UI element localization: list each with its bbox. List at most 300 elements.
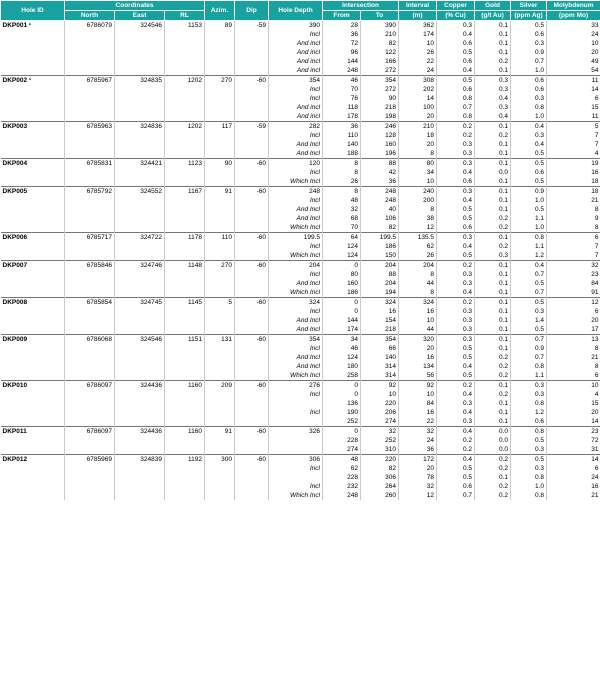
cell-copper: 0.2 <box>437 131 475 140</box>
cell-to: 264 <box>361 482 399 491</box>
cell-hole-id <box>1 316 65 325</box>
cell-rl <box>165 482 205 491</box>
cell-north: 6786079 <box>65 21 115 31</box>
cell-hole-id <box>1 85 65 94</box>
cell-east <box>115 94 165 103</box>
cell-rl: 1123 <box>165 159 205 169</box>
cell-hole-depth: And Incl <box>269 325 323 335</box>
cell-dip <box>235 344 269 353</box>
cell-rl <box>165 408 205 417</box>
cell-from: 76 <box>323 94 361 103</box>
cell-north <box>65 251 115 261</box>
table-row <box>1 223 600 233</box>
table-row <box>1 140 600 149</box>
cell-rl <box>165 399 205 408</box>
cell-north <box>65 103 115 112</box>
cell-rl <box>165 464 205 473</box>
cell-interval: 20 <box>399 140 437 149</box>
cell-molybdenum: 54 <box>547 66 600 76</box>
cell-copper: 0.3 <box>437 307 475 316</box>
cell-azim <box>205 140 235 149</box>
cell-molybdenum: 16 <box>547 168 600 177</box>
cell-to: 140 <box>361 353 399 362</box>
cell-hole-id <box>1 270 65 279</box>
cell-copper: 0.5 <box>437 48 475 57</box>
cell-silver: 1.1 <box>511 371 547 381</box>
cell-gold: 0.1 <box>475 381 511 391</box>
cell-azim <box>205 473 235 482</box>
cell-hole-depth: And Incl <box>269 140 323 149</box>
cell-azim <box>205 149 235 159</box>
cell-east <box>115 177 165 187</box>
cell-interval: 18 <box>399 131 437 140</box>
cell-hole-id: DKP012 <box>1 455 65 465</box>
cell-north <box>65 177 115 187</box>
cell-gold: 0.2 <box>475 57 511 66</box>
cell-east: 324746 <box>115 261 165 271</box>
cell-north <box>65 94 115 103</box>
cell-east <box>115 482 165 491</box>
cell-north: 6785969 <box>65 455 115 465</box>
cell-molybdenum: 6 <box>547 371 600 381</box>
cell-interval: 324 <box>399 298 437 308</box>
cell-from: 28 <box>323 21 361 31</box>
cell-silver: 0.8 <box>511 427 547 437</box>
cell-interval: 92 <box>399 381 437 391</box>
cell-north: 6785831 <box>65 159 115 169</box>
cell-gold: 0.1 <box>475 344 511 353</box>
cell-east <box>115 344 165 353</box>
cell-molybdenum: 20 <box>547 408 600 417</box>
cell-interval: 26 <box>399 48 437 57</box>
cell-gold: 0.1 <box>475 39 511 48</box>
cell-silver: 0.6 <box>511 85 547 94</box>
cell-dip <box>235 140 269 149</box>
cell-east <box>115 66 165 76</box>
cell-from: 274 <box>323 445 361 455</box>
cell-north <box>65 417 115 427</box>
cell-dip: -60 <box>235 233 269 243</box>
cell-silver: 0.4 <box>511 140 547 149</box>
cell-north: 6785963 <box>65 122 115 132</box>
cell-from: 8 <box>323 159 361 169</box>
cell-from: 136 <box>323 399 361 408</box>
cell-molybdenum: 24 <box>547 30 600 39</box>
table-row <box>1 103 600 112</box>
cell-gold: 0.1 <box>475 325 511 335</box>
cell-copper: 0.3 <box>437 417 475 427</box>
cell-molybdenum: 8 <box>547 223 600 233</box>
cell-to: 274 <box>361 417 399 427</box>
cell-gold: 0.1 <box>475 279 511 288</box>
cell-molybdenum: 7 <box>547 131 600 140</box>
cell-from: 36 <box>323 122 361 132</box>
cell-from: 228 <box>323 473 361 482</box>
cell-hole-id <box>1 399 65 408</box>
cell-rl: 1202 <box>165 76 205 86</box>
cell-silver: 1.0 <box>511 223 547 233</box>
cell-copper: 0.4 <box>437 362 475 371</box>
cell-east <box>115 214 165 223</box>
cell-rl <box>165 48 205 57</box>
cell-rl <box>165 445 205 455</box>
cell-dip: -60 <box>235 381 269 391</box>
cell-to: 272 <box>361 85 399 94</box>
cell-copper: 0.4 <box>437 288 475 298</box>
cell-hole-depth: And Incl <box>269 214 323 223</box>
cell-rl: 1151 <box>165 335 205 345</box>
cell-north <box>65 362 115 371</box>
cell-gold: 0.2 <box>475 371 511 381</box>
cell-dip <box>235 168 269 177</box>
cell-hole-id: DKP004 <box>1 159 65 169</box>
cell-east: 324421 <box>115 159 165 169</box>
cell-hole-depth: And Incl <box>269 149 323 159</box>
cell-to: 82 <box>361 39 399 48</box>
cell-east <box>115 473 165 482</box>
cell-dip <box>235 39 269 48</box>
cell-gold: 0.1 <box>475 196 511 205</box>
cell-azim: 5 <box>205 298 235 308</box>
cell-copper: 0.5 <box>437 464 475 473</box>
cell-interval: 100 <box>399 103 437 112</box>
cell-interval: 174 <box>399 30 437 39</box>
cell-hole-id <box>1 362 65 371</box>
cell-from: 174 <box>323 325 361 335</box>
cell-from: 62 <box>323 464 361 473</box>
cell-rl <box>165 112 205 122</box>
cell-interval: 12 <box>399 223 437 233</box>
cell-silver: 0.3 <box>511 39 547 48</box>
cell-east <box>115 48 165 57</box>
cell-rl <box>165 270 205 279</box>
cell-molybdenum: 4 <box>547 390 600 399</box>
cell-molybdenum: 20 <box>547 48 600 57</box>
cell-to: 260 <box>361 491 399 500</box>
cell-gold: 0.1 <box>475 30 511 39</box>
cell-gold: 0.1 <box>475 417 511 427</box>
cell-north <box>65 205 115 214</box>
cell-dip: -59 <box>235 122 269 132</box>
cell-molybdenum: 10 <box>547 381 600 391</box>
cell-north <box>65 48 115 57</box>
cell-gold: 0.1 <box>475 261 511 271</box>
table-row <box>1 196 600 205</box>
cell-interval: 32 <box>399 482 437 491</box>
cell-hole-id: DKP002 ¹ <box>1 76 65 86</box>
cell-from: 248 <box>323 66 361 76</box>
table-row <box>1 94 600 103</box>
cell-gold: 0.1 <box>475 270 511 279</box>
cell-hole-id <box>1 48 65 57</box>
cell-to: 166 <box>361 57 399 66</box>
cell-hole-depth: Incl <box>269 131 323 140</box>
cell-hole-id <box>1 473 65 482</box>
cell-rl <box>165 371 205 381</box>
cell-molybdenum: 5 <box>547 122 600 132</box>
cell-hole-id <box>1 177 65 187</box>
cell-dip <box>235 362 269 371</box>
cell-dip <box>235 57 269 66</box>
cell-rl: 1202 <box>165 122 205 132</box>
cell-from: 68 <box>323 214 361 223</box>
header-copper: Copper <box>437 1 475 11</box>
cell-azim <box>205 131 235 140</box>
cell-east <box>115 242 165 251</box>
cell-from: 124 <box>323 242 361 251</box>
cell-north <box>65 196 115 205</box>
cell-east <box>115 251 165 261</box>
cell-azim <box>205 103 235 112</box>
cell-interval: 10 <box>399 316 437 325</box>
table-row <box>1 168 600 177</box>
cell-copper: 0.7 <box>437 103 475 112</box>
cell-hole-depth: And incl <box>269 112 323 122</box>
cell-east: 324745 <box>115 298 165 308</box>
cell-to: 186 <box>361 242 399 251</box>
cell-gold: 0.1 <box>475 307 511 316</box>
cell-gold: 0.1 <box>475 149 511 159</box>
cell-azim: 89 <box>205 21 235 31</box>
cell-hole-id <box>1 94 65 103</box>
cell-copper: 0.3 <box>437 399 475 408</box>
cell-molybdenum: 31 <box>547 445 600 455</box>
cell-to: 106 <box>361 214 399 223</box>
cell-dip <box>235 85 269 94</box>
cell-rl <box>165 168 205 177</box>
table-row <box>1 251 600 261</box>
cell-hole-id: DKP006 <box>1 233 65 243</box>
cell-hole-depth: And Incl <box>269 205 323 214</box>
cell-gold: 0.1 <box>475 205 511 214</box>
cell-azim <box>205 482 235 491</box>
cell-to: 82 <box>361 223 399 233</box>
cell-hole-depth: 306 <box>269 455 323 465</box>
header-hole-depth: Hole Depth <box>269 1 323 21</box>
cell-from: 72 <box>323 39 361 48</box>
cell-north <box>65 112 115 122</box>
cell-hole-depth: Incl <box>269 344 323 353</box>
cell-gold: 0.0 <box>475 445 511 455</box>
table-row <box>1 112 600 122</box>
cell-copper: 0.3 <box>437 335 475 345</box>
cell-silver: 0.5 <box>511 455 547 465</box>
cell-gold: 0.2 <box>475 491 511 500</box>
cell-rl <box>165 149 205 159</box>
cell-rl <box>165 57 205 66</box>
cell-gold: 0.3 <box>475 85 511 94</box>
cell-dip <box>235 445 269 455</box>
cell-from: 8 <box>323 168 361 177</box>
cell-interval: 32 <box>399 427 437 437</box>
cell-azim: 300 <box>205 455 235 465</box>
cell-dip <box>235 251 269 261</box>
cell-copper: 0.3 <box>437 316 475 325</box>
cell-east: 324722 <box>115 233 165 243</box>
cell-hole-id: DKP001 ¹ <box>1 21 65 31</box>
cell-gold: 0.1 <box>475 298 511 308</box>
cell-silver: 0.7 <box>511 335 547 345</box>
cell-interval: 20 <box>399 464 437 473</box>
cell-silver: 0.9 <box>511 187 547 197</box>
cell-azim <box>205 288 235 298</box>
cell-east: 324546 <box>115 21 165 31</box>
cell-north <box>65 473 115 482</box>
cell-hole-depth: Incl <box>269 482 323 491</box>
cell-rl <box>165 362 205 371</box>
cell-north: 6785717 <box>65 233 115 243</box>
cell-hole-depth: Which Incl <box>269 288 323 298</box>
cell-azim: 131 <box>205 335 235 345</box>
cell-east <box>115 140 165 149</box>
cell-azim <box>205 57 235 66</box>
cell-gold: 0.1 <box>475 399 511 408</box>
cell-gold: 0.2 <box>475 464 511 473</box>
cell-rl <box>165 251 205 261</box>
cell-hole-depth <box>269 417 323 427</box>
cell-interval: 8 <box>399 270 437 279</box>
cell-rl <box>165 30 205 39</box>
header-copper-unit: (% Cu) <box>437 11 475 21</box>
cell-hole-depth: Incl <box>269 85 323 94</box>
cell-molybdenum: 7 <box>547 140 600 149</box>
cell-hole-id <box>1 168 65 177</box>
cell-from: 0 <box>323 381 361 391</box>
cell-to: 314 <box>361 371 399 381</box>
cell-to: 220 <box>361 455 399 465</box>
cell-hole-id <box>1 491 65 500</box>
table-row <box>1 30 600 39</box>
cell-hole-id <box>1 66 65 76</box>
cell-dip <box>235 94 269 103</box>
cell-hole-depth: Incl <box>269 270 323 279</box>
table-row <box>1 353 600 362</box>
cell-dip <box>235 66 269 76</box>
cell-hole-depth: Which Incl <box>269 177 323 187</box>
cell-to: 154 <box>361 316 399 325</box>
cell-copper: 0.3 <box>437 149 475 159</box>
cell-azim <box>205 390 235 399</box>
cell-dip: -60 <box>235 187 269 197</box>
cell-copper: 0.5 <box>437 214 475 223</box>
header-intersection: Intersection <box>323 1 399 11</box>
table-row <box>1 66 600 76</box>
table-row <box>1 122 600 132</box>
cell-molybdenum: 10 <box>547 39 600 48</box>
cell-to: 82 <box>361 464 399 473</box>
cell-interval: 10 <box>399 39 437 48</box>
cell-copper: 0.4 <box>437 242 475 251</box>
cell-east <box>115 491 165 500</box>
cell-dip: -60 <box>235 159 269 169</box>
cell-silver: 1.2 <box>511 408 547 417</box>
cell-silver: 1.1 <box>511 214 547 223</box>
cell-molybdenum: 84 <box>547 279 600 288</box>
cell-east <box>115 279 165 288</box>
cell-from: 140 <box>323 140 361 149</box>
cell-interval: 80 <box>399 159 437 169</box>
cell-silver: 0.5 <box>511 279 547 288</box>
cell-silver: 0.4 <box>511 261 547 271</box>
cell-azim <box>205 279 235 288</box>
cell-interval: 20 <box>399 344 437 353</box>
cell-rl <box>165 491 205 500</box>
cell-dip <box>235 103 269 112</box>
cell-to: 196 <box>361 149 399 159</box>
cell-copper: 0.5 <box>437 251 475 261</box>
cell-interval: 84 <box>399 399 437 408</box>
table-row <box>1 233 600 243</box>
cell-azim <box>205 353 235 362</box>
cell-molybdenum: 23 <box>547 427 600 437</box>
cell-gold: 0.1 <box>475 187 511 197</box>
cell-molybdenum: 6 <box>547 94 600 103</box>
cell-east: 324835 <box>115 76 165 86</box>
cell-molybdenum: 9 <box>547 214 600 223</box>
cell-hole-depth <box>269 445 323 455</box>
cell-north <box>65 168 115 177</box>
cell-north <box>65 316 115 325</box>
cell-to: 88 <box>361 159 399 169</box>
cell-east <box>115 408 165 417</box>
cell-hole-depth: And incl <box>269 39 323 48</box>
header-interval-unit: (m) <box>399 11 437 21</box>
cell-from: 48 <box>323 455 361 465</box>
cell-interval: 16 <box>399 408 437 417</box>
cell-azim <box>205 66 235 76</box>
cell-to: 204 <box>361 261 399 271</box>
cell-copper: 0.6 <box>437 57 475 66</box>
cell-to: 198 <box>361 112 399 122</box>
cell-north <box>65 491 115 500</box>
cell-silver: 0.3 <box>511 445 547 455</box>
cell-molybdenum: 72 <box>547 436 600 445</box>
cell-gold: 0.3 <box>475 76 511 86</box>
cell-molybdenum: 21 <box>547 196 600 205</box>
cell-dip <box>235 112 269 122</box>
cell-silver: 0.5 <box>511 436 547 445</box>
cell-interval: 62 <box>399 242 437 251</box>
header-north: North <box>65 11 115 21</box>
table-row <box>1 417 600 427</box>
cell-silver: 1.0 <box>511 66 547 76</box>
cell-rl: 1160 <box>165 427 205 437</box>
cell-hole-id <box>1 196 65 205</box>
cell-north <box>65 242 115 251</box>
table-row <box>1 159 600 169</box>
cell-dip <box>235 325 269 335</box>
cell-gold: 0.1 <box>475 122 511 132</box>
cell-gold: 0.0 <box>475 168 511 177</box>
cell-to: 310 <box>361 445 399 455</box>
table-row <box>1 85 600 94</box>
cell-azim <box>205 196 235 205</box>
table-row <box>1 21 600 31</box>
cell-from: 0 <box>323 261 361 271</box>
cell-hole-depth: 120 <box>269 159 323 169</box>
cell-hole-depth: And incl <box>269 66 323 76</box>
cell-azim <box>205 85 235 94</box>
cell-silver: 0.8 <box>511 491 547 500</box>
table-body <box>1 21 600 501</box>
cell-dip <box>235 48 269 57</box>
cell-copper: 0.5 <box>437 76 475 86</box>
cell-copper: 0.4 <box>437 408 475 417</box>
cell-gold: 0.1 <box>475 177 511 187</box>
cell-hole-depth: Incl <box>269 408 323 417</box>
cell-azim <box>205 464 235 473</box>
cell-copper: 0.2 <box>437 261 475 271</box>
